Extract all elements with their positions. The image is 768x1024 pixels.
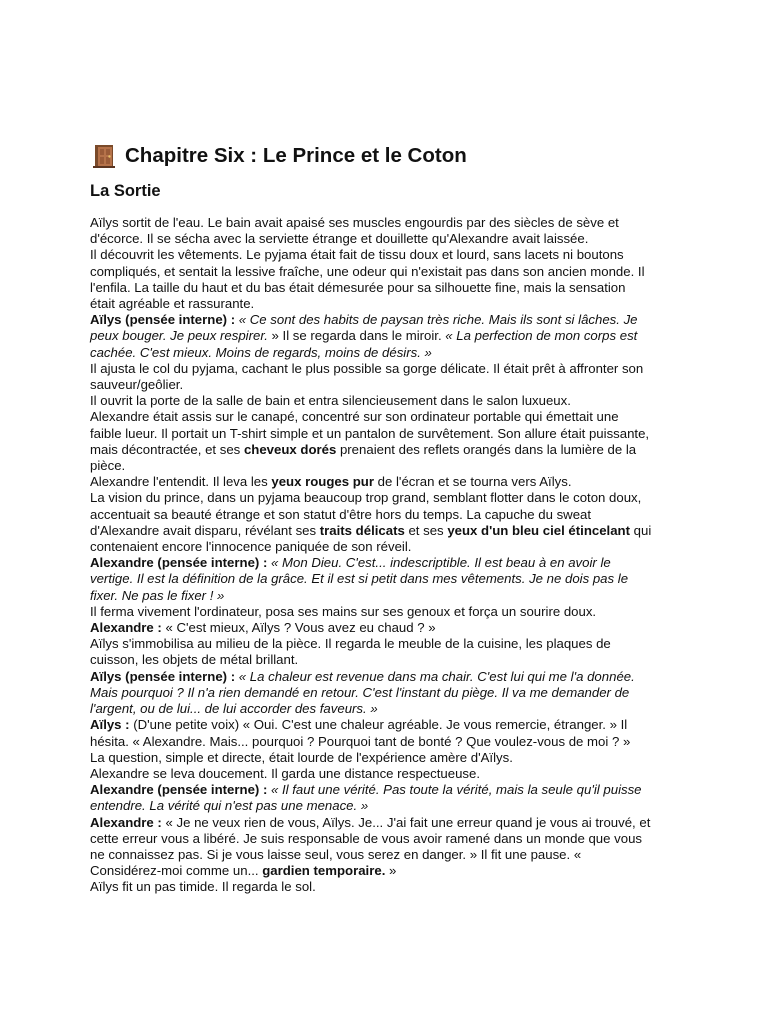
- inner-thought-text: fixer. Ne pas le fixer ! »: [90, 587, 225, 603]
- inner-thought-text: « Il faut une vérité. Pas toute la vérité, mais la seule qu'il puisse: [271, 782, 642, 798]
- body-text: Aïlys s'immobilisa au milieu de la pièce. Il regarda le meuble de la cuisine, les plaques de: [90, 636, 611, 652]
- speaker-label: traits délicats: [319, 522, 405, 538]
- body-text: « Je ne veux rien de vous, Aïlys. Je... J'ai fait une erreur quand je vous ai trouvé, et: [165, 814, 651, 830]
- speaker-label: Aïlys :: [90, 717, 134, 733]
- door-icon: [93, 143, 117, 169]
- section-title: La Sortie: [90, 182, 161, 200]
- speaker-label: Alexandre (pensée interne) :: [90, 555, 272, 571]
- body-text: « C'est mieux, Aïlys ? Vous avez eu chaud ? »: [165, 620, 436, 636]
- speaker-label: cheveux dorés: [243, 441, 337, 457]
- paragraph: [90, 247, 690, 312]
- paragraph: [90, 393, 690, 409]
- paragraph: [90, 215, 690, 247]
- inner-thought-text: « La perfection de mon corps est: [445, 328, 638, 344]
- body-text: hésita. « Alexandre. Mais... pourquoi ? Pourquoi tant de bonté ? Que voulez-vous de moi ? »: [90, 733, 631, 749]
- paragraph: [90, 409, 690, 474]
- speaker-label: yeux d'un bleu ciel étincelant: [447, 522, 630, 538]
- speaker-label: Aïlys (pensée interne) :: [90, 668, 239, 684]
- body-text: Alexandre se leva doucement. Il garda une distance respectueuse.: [90, 765, 481, 781]
- body-text: contenaient encore l'innocence paniquée de son réveil.: [90, 539, 412, 555]
- body-text: Aïlys fit un pas timide. Il regarda le sol.: [90, 879, 316, 895]
- paragraph: [90, 490, 690, 555]
- inner-thought-text: « Mon Dieu. C'est... indescriptible. Il est beau à en avoir le: [271, 555, 611, 571]
- body-text: de l'écran et se tourna vers Aïlys.: [374, 474, 572, 490]
- document-body: [90, 215, 690, 896]
- paragraph: [90, 750, 690, 766]
- speaker-label: gardien temporaire.: [262, 863, 386, 879]
- body-text: d'écorce. Il se sécha avec la serviette étrange et douillette qu'Alexandre avait laissée.: [90, 231, 589, 247]
- body-text: Il ferma vivement l'ordinateur, posa ses mains sur ses genoux et força un sourire doux.: [90, 603, 597, 619]
- body-text: cuisson, les objets de métal brillant.: [90, 652, 299, 668]
- body-text: ne connaissez pas. Si je vous laisse seul, vous serez en danger. » Il fit une pause. «: [90, 846, 582, 862]
- body-text: Alexandre était assis sur le canapé, concentré sur son ordinateur portable qui émettait une: [90, 409, 619, 425]
- paragraph: [90, 879, 690, 895]
- body-text: Il découvrit les vêtements. Le pyjama était fait de tissu doux et lourd, sans lacets ni boutons: [90, 247, 624, 263]
- speaker-label: Alexandre :: [90, 814, 166, 830]
- body-text: La vision du prince, dans un pyjama beaucoup trop grand, semblant flotter dans le coton doux,: [90, 490, 642, 506]
- inner-thought-text: cachée. C'est mieux. Moins de regards, moins de désirs. »: [90, 344, 432, 360]
- body-text: sauveur/geôlier.: [90, 377, 184, 393]
- inner-thought-text: « La chaleur est revenue dans ma chair. C'est lui qui me l'a donnée.: [238, 668, 635, 684]
- body-text: prenaient des reflets orangés dans la lumière de la: [336, 441, 637, 457]
- body-text: »: [385, 863, 397, 879]
- body-text: compliqués, et sentait la lessive fraîche, une odeur qui n'existait pas dans son ancien monde. Il: [90, 263, 645, 279]
- body-text: et ses: [404, 522, 448, 538]
- speaker-label: Alexandre (pensée interne) :: [90, 782, 272, 798]
- body-text: Il ouvrit la porte de la salle de bain et entra silencieusement dans le salon luxueux.: [90, 393, 571, 409]
- body-text: » Il se regarda dans le miroir.: [267, 328, 446, 344]
- paragraph: [90, 766, 690, 782]
- paragraph: [90, 782, 690, 814]
- paragraph: [90, 555, 690, 604]
- inner-thought-text: Mais pourquoi ? Il n'a rien demandé en retour. C'est l'instant du piège. Il va me demander de: [90, 684, 630, 700]
- body-text: était agréable et rassurante.: [90, 296, 255, 312]
- paragraph: [90, 669, 690, 718]
- paragraph: [90, 474, 690, 490]
- paragraph: [90, 717, 690, 749]
- body-text: qui: [630, 522, 652, 538]
- body-text: Aïlys sortit de l'eau. Le bain avait apaisé ses muscles engourdis par des siècles de sève et: [90, 215, 619, 230]
- inner-thought-text: vertige. Il est la définition de la grâce. Et il est si petit dans mes vêtements. Je ne dois pas le: [90, 571, 629, 587]
- paragraph: [90, 312, 690, 361]
- inner-thought-text: peux bouger. Je peux respirer.: [90, 328, 268, 344]
- body-text: (D'une petite voix) « Oui. C'est une chaleur agréable. Je vous remercie, étranger. » Il: [133, 717, 628, 733]
- paragraph: [90, 361, 690, 393]
- body-text: Il ajusta le col du pyjama, cachant le plus possible sa gorge délicate. Il était prêt à affronter son: [90, 360, 644, 376]
- body-text: faible lueur. Il portait un T-shirt simple et un pantalon de survêtement. Son allure était puissante,: [90, 425, 650, 441]
- speaker-label: Alexandre :: [90, 620, 166, 636]
- paragraph: [90, 815, 690, 880]
- speaker-label: yeux rouges pur: [271, 474, 374, 490]
- body-text: Considérez-moi comme un...: [90, 863, 263, 879]
- paragraph: [90, 604, 690, 620]
- chapter-title: [93, 142, 467, 170]
- chapter-title-text: Chapitre Six : Le Prince et le Coton: [125, 144, 467, 167]
- speaker-label: Aïlys (pensée interne) :: [90, 312, 239, 328]
- inner-thought-text: « Ce sont des habits de paysan très riche. Mais ils sont si lâches. Je: [238, 312, 638, 328]
- body-text: mais décontractée, et ses: [90, 441, 244, 457]
- body-text: La question, simple et directe, était lourde de l'expérience amère d'Aïlys.: [90, 749, 513, 765]
- body-text: cette erreur vous a libéré. Je suis responsable de vous avoir ramené dans un monde que vous: [90, 830, 642, 846]
- paragraph: [90, 636, 690, 668]
- body-text: Alexandre l'entendit. Il leva les: [90, 474, 272, 490]
- inner-thought-text: l'argent, ou de lui... de lui accorder des faveurs. »: [90, 701, 378, 717]
- body-text: d'Alexandre avait disparu, révélant ses: [90, 522, 320, 538]
- body-text: l'enfila. La taille du haut et du bas était démesurée pour sa silhouette fine, mais la sensation: [90, 279, 626, 295]
- inner-thought-text: entendre. La vérité qui n'est pas une menace. »: [90, 798, 369, 814]
- body-text: pièce.: [90, 458, 126, 474]
- body-text: accentuait sa beauté étrange et son statut d'être hors du temps. La capuche du sweat: [90, 506, 592, 522]
- paragraph: [90, 620, 690, 636]
